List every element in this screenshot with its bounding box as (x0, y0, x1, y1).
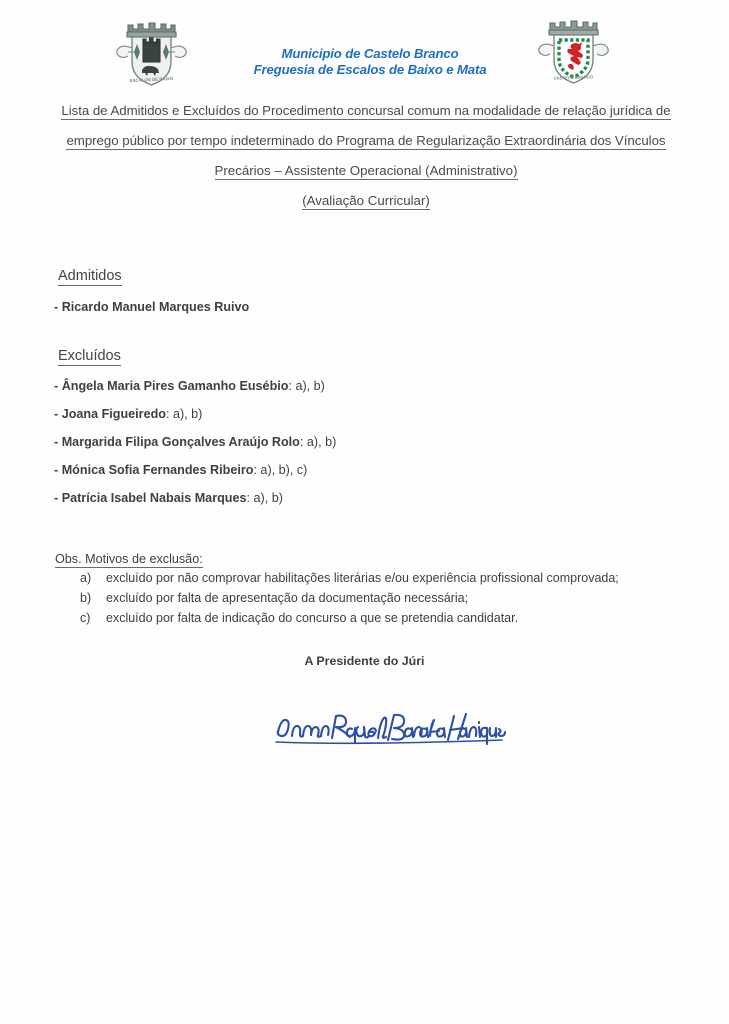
escalos-de-baixo-e-mata-coat-of-arms-icon (104, 12, 198, 92)
signature-label: A Presidente do Júri (304, 654, 425, 668)
excluidos-entry (54, 407, 202, 421)
svg-text:CASTELO BRANCO: CASTELO BRANCO (553, 74, 594, 81)
excluidos-entry (54, 463, 307, 477)
observation-item-marker: b) (80, 591, 92, 605)
excluidos-entry-reasons: : a), b), c) (253, 463, 308, 477)
document-title (42, 96, 690, 216)
document-title-line-2: emprego público por tempo indeterminado do Programa de Regularização Extraordinária dos Vínculos (66, 133, 666, 148)
excluidos-entry (54, 379, 325, 393)
excluidos-entry-name: - Mónica Sofia Fernandes Ribeiro (54, 463, 254, 477)
document-title-line-4: (Avaliação Curricular) (302, 193, 430, 208)
observation-item (80, 591, 468, 605)
admitidos-entry (54, 300, 249, 314)
observation-item-text: excluído por não comprovar habilitações literárias e/ou experiência profissional comprovada; (106, 571, 619, 585)
observation-item-marker: c) (80, 611, 91, 625)
excluidos-entry-name: - Patrícia Isabel Nabais Marques (54, 491, 247, 505)
document-title-line-1: Lista de Admitidos e Excluídos do Procedimento concursal comum na modalidade de relação jurídica de (61, 103, 671, 118)
document-title-line-3: Precários – Assistente Operacional (Administrativo) (214, 163, 518, 178)
observation-item-marker: a) (80, 571, 92, 585)
document-header (0, 12, 729, 98)
excluidos-entry (54, 491, 283, 505)
handwritten-signature (268, 698, 508, 754)
org-line-2: Freguesia de Escalos de Baixo e Mata (253, 61, 487, 77)
excluidos-entry-name: - Ângela Maria Pires Gamanho Eusébio (54, 379, 289, 393)
section-heading-excluidos: Excluídos (58, 348, 121, 364)
observation-item (80, 571, 619, 585)
observation-item (80, 611, 518, 625)
org-line-1: Municipio de Castelo Branco (281, 46, 459, 61)
castelo-branco-coat-of-arms-icon (528, 12, 618, 92)
excluidos-entry-reasons: : a), b) (288, 379, 325, 393)
excluidos-entry-name: - Joana Figueiredo (54, 407, 166, 421)
excluidos-entry-name: - Margarida Filipa Gonçalves Araújo Rolo (54, 435, 300, 449)
organisation-title (220, 46, 520, 77)
observation-item-text: excluído por falta de apresentação da documentação necessária; (106, 591, 469, 605)
admitidos-entry-name: - Ricardo Manuel Marques Ruivo (54, 300, 250, 314)
section-heading-admitidos: Admitidos (58, 268, 122, 284)
svg-text:ESCALOS DE BAIXO: ESCALOS DE BAIXO (129, 75, 174, 84)
excluidos-entry-reasons: : a), b) (299, 435, 337, 449)
observations-heading: Obs. Motivos de exclusão: (55, 552, 203, 566)
excluidos-entry-reasons: : a), b) (165, 407, 203, 421)
excluidos-entry (54, 435, 336, 449)
excluidos-entry-reasons: : a), b) (246, 491, 283, 505)
observation-item-text: excluído por falta de indicação do concurso a que se pretendia candidatar. (106, 611, 519, 625)
